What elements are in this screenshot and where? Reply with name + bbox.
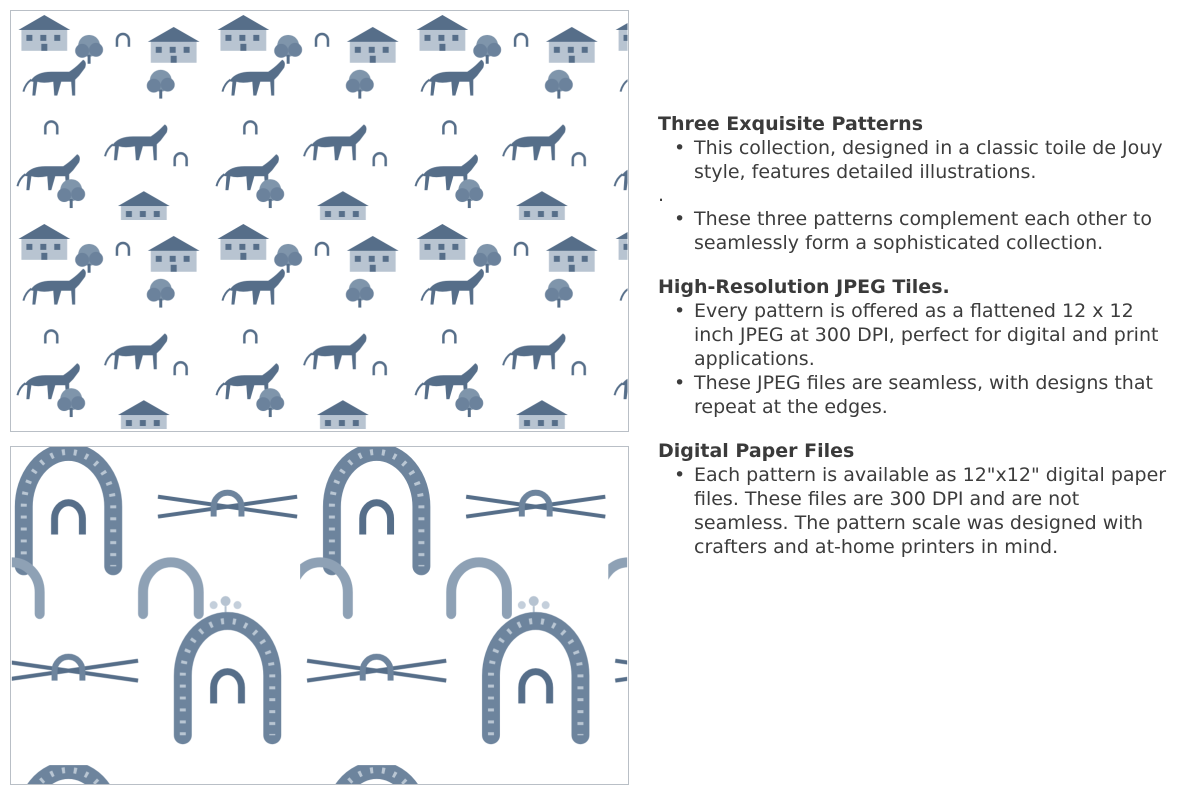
bullet-item: • Each pattern is available as 12"x12" digital paper files. These files are 300 DPI and are not seamless. The pattern scale was designed with crafters and at-home printers in mind. [694,463,1178,559]
bullet-item: • These three patterns complement each other to seamlessly form a sophisticated collection. [694,207,1178,255]
bullet-list [658,136,1178,184]
bullet-list [658,299,1178,419]
bullet-item: • These JPEG files are seamless, with designs that repeat at the edges. [694,371,1178,419]
section-three-exquisite-patterns [658,112,1178,255]
section-digital-paper-files [658,439,1178,559]
horseshoe-crop-pattern-icon [11,447,628,784]
section-heading: High-Resolution JPEG Tiles. [658,276,950,298]
product-description [658,112,1178,579]
section-heading: Digital Paper Files [658,440,855,462]
section-heading: Three Exquisite Patterns [658,113,924,135]
toile-pattern-preview [10,10,629,432]
section-high-resolution-jpeg-tiles [658,275,1178,419]
bullet-item: • This collection, designed in a classic toile de Jouy style, features detailed illustrations. [694,136,1178,184]
separator-dot: . [658,184,665,206]
horse-toile-pattern-icon [11,11,628,431]
bullet-list [658,207,1178,255]
horseshoe-pattern-preview [10,446,629,785]
bullet-list [658,463,1178,559]
bullet-item: • Every pattern is offered as a flattened 12 x 12 inch JPEG at 300 DPI, perfect for digital and print applications. [694,299,1178,371]
